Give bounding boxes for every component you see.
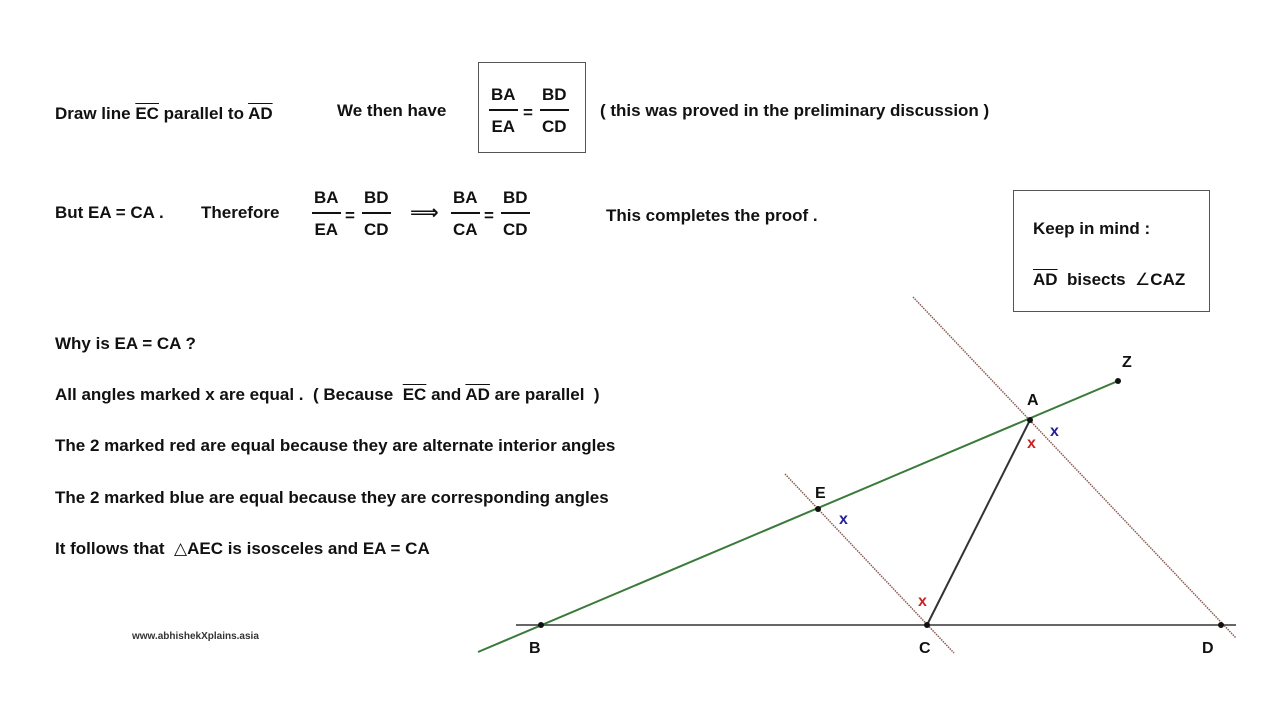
and-text: and [426,385,466,404]
point-d [1218,622,1224,628]
segment-ad: $\overline{AD}$ [248,104,273,123]
angle-caz: CAZ [1150,270,1186,289]
label-c: C [919,640,931,657]
label-d: D [1202,640,1214,657]
therefore-text: Therefore [201,203,280,222]
why-question: Why is EA = CA ? [55,334,196,353]
numerator-bd: BD [540,85,569,111]
completes-proof: This completes the proof . [606,206,818,225]
equals-sign: = [345,206,355,225]
angle-mark-blue-e: x [839,511,848,528]
angle-mark-red-a: x [1027,435,1036,452]
denominator-cd: CD [364,220,389,239]
equals-sign: = [484,206,494,225]
point-a [1027,417,1033,423]
angle-mark-red-c: x [918,593,927,610]
angle-mark-blue-a: x [1050,423,1059,440]
follows-prefix: It follows that [55,539,174,558]
segment-ec: $\overline{EC}$ [135,104,159,123]
denominator-ea: EA [491,117,516,136]
segment-ad: $\overline{AD}$ [465,385,490,404]
bisects-text: bisects [1057,270,1136,289]
equals-sign: = [523,103,533,122]
but-ea-equals-ca: But EA = CA . [55,203,164,222]
we-then-have: We then have [337,101,447,120]
point-z [1115,378,1121,384]
are-parallel-text: are parallel ) [489,385,600,404]
numerator-ba: BA [489,85,518,111]
line-bz [478,381,1118,652]
point-b [538,622,544,628]
label-e: E [815,485,826,502]
blue-angles-explanation: The 2 marked blue are equal because they are corresponding angles [55,488,609,507]
line-ad [913,297,1236,638]
denominator-cd: CD [542,117,567,136]
angle-symbol: ∠ [1135,270,1151,289]
numerator-ba: BA [312,188,341,214]
segment-ad: $\overline{AD}$ [1033,270,1058,289]
numerator-bd: BD [501,188,530,214]
red-angles-explanation: The 2 marked red are equal because they are alternate interior angles [55,436,616,455]
preliminary-note: ( this was proved in the preliminary discussion ) [600,101,990,120]
label-a: A [1027,392,1039,409]
denominator-ca: CA [453,220,478,239]
numerator-bd: BD [362,188,391,214]
numerator-ba: BA [451,188,480,214]
draw-prefix: Draw line [55,104,136,123]
watermark: www.abhishekXplains.asia [132,631,259,642]
denominator-cd: CD [503,220,528,239]
label-z: Z [1122,354,1132,371]
all-angles-prefix: All angles marked x are equal . ( Because [55,385,403,404]
segment-ca [927,420,1030,625]
follows-rest: AEC is isosceles and EA = CA [187,539,430,558]
triangle-symbol: △ [174,539,188,558]
parallel-to-text: parallel to [158,104,249,123]
denominator-ea: EA [314,220,339,239]
keep-in-mind-title: Keep in mind : [1033,219,1151,238]
implies-arrow: ⟹ [410,202,439,224]
segment-ec: $\overline{EC}$ [402,385,427,404]
point-c [924,622,930,628]
point-e [815,506,821,512]
label-b: B [529,640,541,657]
